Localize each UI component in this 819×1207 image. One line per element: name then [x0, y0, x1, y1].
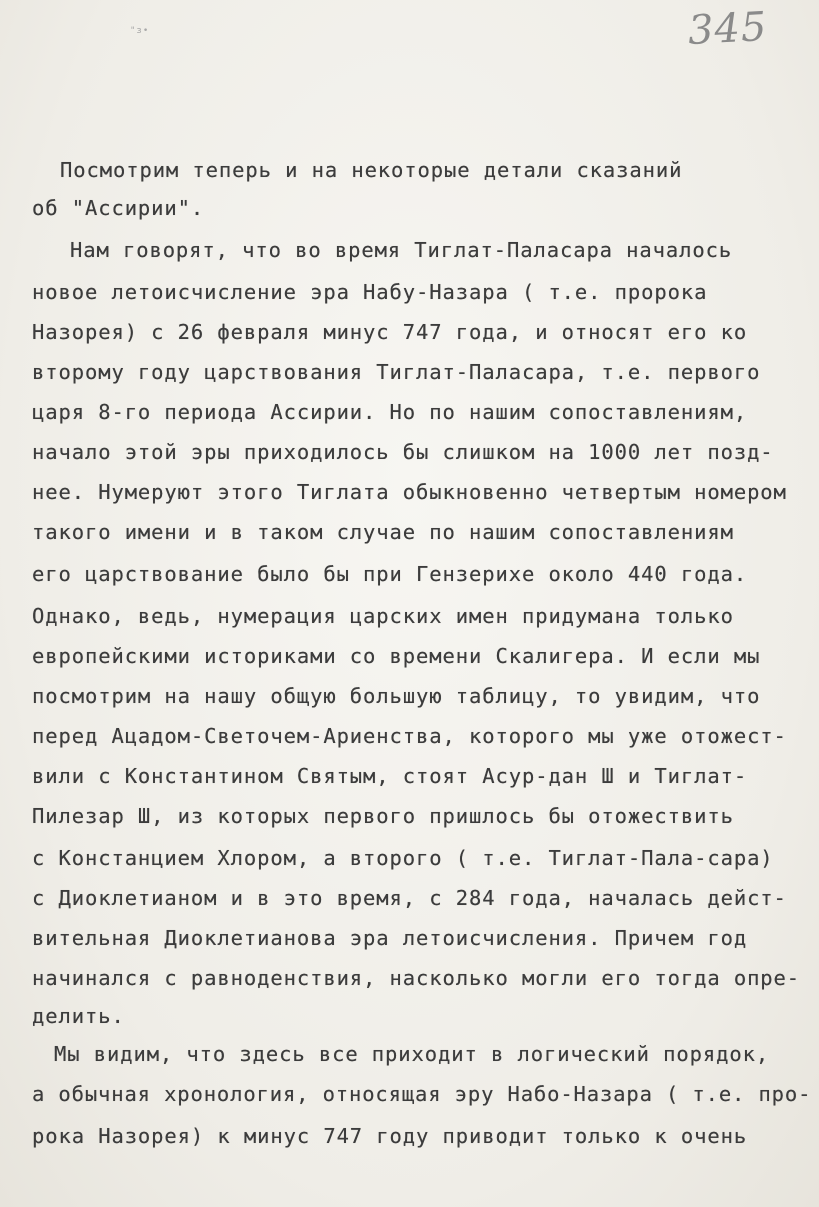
text-line: вительная Диоклетианова эра летоисчисления. Причем год: [32, 926, 748, 950]
text-line: Нам говорят, что во время Тиглат-Паласара началось: [70, 238, 733, 262]
page-number: 345: [686, 3, 769, 55]
text-line: такого имени и в таком случае по нашим сопоставлениям: [32, 520, 734, 544]
text-line: Назорея) с 26 февраля минус 747 года, и относят его ко: [32, 320, 748, 344]
text-line: новое летоисчисление эра Набу-Назара ( т.е. пророка: [32, 280, 708, 304]
text-line: а обычная хронология, относящая эру Набо-Назара ( т.е. про-: [32, 1082, 812, 1106]
text-line: его царствование было бы при Гензерихе около 440 года.: [32, 562, 748, 586]
text-line: европейскими историками со времени Скалигера. И если мы: [32, 644, 761, 668]
text-line: вили с Константином Святым, стоят Асур-дан Ш и Тиглат-: [32, 764, 748, 788]
text-line: Мы видим, что здесь все приходит в логический порядок,: [54, 1042, 770, 1066]
text-line: начало этой эры приходилось бы слишком на 1000 лет позд-: [32, 440, 774, 464]
text-line: перед Ацадом-Светочем-Ариенства, которого мы уже отожест-: [32, 724, 787, 748]
text-line: с Диоклетианом и в это время, с 284 года, началась дейст-: [32, 886, 787, 910]
text-line: Однако, ведь, нумерация царских имен придумана только: [32, 604, 734, 628]
text-line: начинался с равноденствия, насколько могли его тогда опре-: [32, 966, 801, 990]
stray-mark: "з•: [130, 26, 150, 36]
text-line: делить.: [32, 1004, 125, 1028]
text-line: второму году царствования Тиглат-Паласара, т.е. первого: [32, 360, 761, 384]
text-line: Пилезар Ш, из которых первого пришлось бы отожествить: [32, 804, 734, 828]
text-line: с Констанцием Хлором, а второго ( т.е. Тиглат-Пала-сара): [32, 846, 774, 870]
text-line: рока Назорея) к минус 747 году приводит только к очень: [32, 1124, 748, 1148]
text-line: царя 8-го периода Ассирии. Но по нашим сопоставлениям,: [32, 400, 748, 424]
text-line: Посмотрим теперь и на некоторые детали сказаний: [60, 158, 683, 182]
text-line: нее. Нумеруют этого Тиглата обыкновенно четвертым номером: [32, 480, 787, 504]
text-line: посмотрим на нашу общую большую таблицу, то увидим, что: [32, 684, 761, 708]
text-line: об "Ассирии".: [32, 196, 205, 220]
